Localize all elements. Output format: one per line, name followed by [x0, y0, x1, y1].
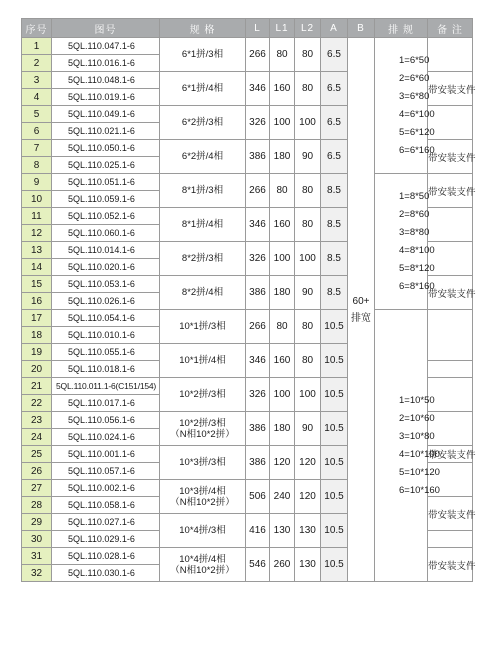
drawing-number: 5QL.110.059.1-6	[52, 191, 160, 208]
drawing-number: 5QL.110.047.1-6	[52, 38, 160, 55]
dim-l: 546	[246, 548, 270, 582]
dim-l2: 80	[295, 38, 321, 72]
spec-cell	[160, 412, 246, 446]
row-index: 31	[22, 548, 52, 565]
spec-line: 6*2拼/3相	[181, 117, 224, 128]
spec-cell	[160, 514, 246, 548]
dim-l: 386	[246, 412, 270, 446]
dim-l2: 100	[295, 378, 321, 412]
dim-l: 266	[246, 174, 270, 208]
drawing-number: 5QL.110.014.1-6	[52, 242, 160, 259]
drawing-number: 5QL.110.060.1-6	[52, 225, 160, 242]
row-index: 15	[22, 276, 52, 293]
row-index: 3	[22, 72, 52, 89]
row-index: 21	[22, 378, 52, 395]
drawing-number: 5QL.110.001.1-6	[52, 446, 160, 463]
arrangement-line: 6=8*160	[399, 280, 435, 292]
dim-l: 506	[246, 480, 270, 514]
row-index: 12	[22, 225, 52, 242]
dim-l1: 100	[270, 242, 295, 276]
spec-line: 10*3拼/4相	[179, 485, 226, 497]
row-index: 4	[22, 89, 52, 106]
dim-l1: 260	[270, 548, 295, 582]
dim-l1: 100	[270, 106, 295, 140]
spec-line: 10*4拼/4相	[179, 553, 226, 565]
dim-l2: 100	[295, 106, 321, 140]
dim-a: 10.5	[321, 310, 348, 344]
arrangement-line: 2=6*60	[399, 72, 430, 84]
row-index: 28	[22, 497, 52, 514]
dim-a: 6.5	[321, 106, 348, 140]
drawing-number: 5QL.110.018.1-6	[52, 361, 160, 378]
dim-l1: 120	[270, 446, 295, 480]
dim-l1: 80	[270, 310, 295, 344]
dim-l: 346	[246, 208, 270, 242]
drawing-number: 5QL.110.020.1-6	[52, 259, 160, 276]
table-row	[22, 310, 473, 327]
dim-a: 10.5	[321, 412, 348, 446]
dim-l: 346	[246, 72, 270, 106]
arrangement-line: 3=6*80	[399, 90, 430, 102]
note-cell: 带安装支件	[428, 548, 473, 582]
row-index: 30	[22, 531, 52, 548]
dim-l1: 160	[270, 344, 295, 378]
drawing-number: 5QL.110.049.1-6	[52, 106, 160, 123]
dim-l1: 100	[270, 378, 295, 412]
spec-line: 10*1拼/4相	[179, 355, 226, 366]
spec-line: 10*2拼/3相	[179, 389, 226, 400]
dim-l1: 160	[270, 208, 295, 242]
dim-b	[348, 38, 375, 582]
dim-l1: 80	[270, 174, 295, 208]
arrangement-line: 1=10*50	[399, 394, 435, 406]
drawing-number: 5QL.110.054.1-6	[52, 310, 160, 327]
row-index: 25	[22, 446, 52, 463]
drawing-number: 5QL.110.029.1-6	[52, 531, 160, 548]
busbar-spec-table	[21, 18, 476, 582]
row-index: 27	[22, 480, 52, 497]
arrangement-cell	[375, 174, 435, 310]
drawing-number: 5QL.110.030.1-6	[52, 565, 160, 582]
spec-line: 8*2拼/3相	[181, 253, 224, 264]
spec-cell	[160, 174, 246, 208]
drawing-number: 5QL.110.055.1-6	[52, 344, 160, 361]
header-row	[22, 19, 473, 38]
row-index: 22	[22, 395, 52, 412]
spec-line: 8*1拼/3相	[181, 185, 224, 196]
spec-cell	[160, 242, 246, 276]
spec-cell	[160, 72, 246, 106]
dim-l1: 130	[270, 514, 295, 548]
spec-line: 6*2拼/4相	[181, 151, 224, 162]
spec-line: （N相10*2拼）	[170, 496, 235, 508]
spec-line: （N相10*2拼）	[170, 428, 235, 440]
arrangement-cell	[375, 38, 435, 174]
dim-l2: 130	[295, 548, 321, 582]
note-cell: 带安装支件	[428, 276, 473, 310]
col-header-l: L	[246, 19, 270, 38]
dim-l: 386	[246, 446, 270, 480]
arrangement-line: 5=10*120	[399, 466, 440, 478]
note-cell	[428, 38, 473, 72]
arrangement-line: 1=6*50	[399, 54, 430, 66]
note-cell: 带安装支件	[428, 72, 473, 106]
note-cell: 带安装支件	[428, 140, 473, 174]
dim-l: 326	[246, 106, 270, 140]
spec-cell	[160, 106, 246, 140]
row-index: 9	[22, 174, 52, 191]
row-index: 13	[22, 242, 52, 259]
spec-line: 10*2拼/3相	[179, 417, 226, 429]
drawing-number: 5QL.110.056.1-6	[52, 412, 160, 429]
drawing-number: 5QL.110.053.1-6	[52, 276, 160, 293]
dim-l: 266	[246, 38, 270, 72]
spec-line: （N相10*2拼）	[170, 564, 235, 576]
spec-line: 6*1拼/3相	[181, 49, 224, 60]
drawing-number: 5QL.110.051.1-6	[52, 174, 160, 191]
row-index: 7	[22, 140, 52, 157]
spec-line: 10*1拼/3相	[179, 321, 226, 332]
spec-line: 10*3拼/3相	[179, 457, 226, 468]
dim-a: 10.5	[321, 548, 348, 582]
arrangement-line: 2=10*60	[399, 412, 435, 424]
dim-l1: 180	[270, 140, 295, 174]
spec-cell	[160, 310, 246, 344]
drawing-number: 5QL.110.057.1-6	[52, 463, 160, 480]
dim-l2: 90	[295, 276, 321, 310]
spec-table-sheet	[21, 18, 476, 582]
dim-l2: 120	[295, 446, 321, 480]
drawing-number: 5QL.110.011.1-6(C151/154)	[52, 378, 160, 395]
row-index: 24	[22, 429, 52, 446]
arrangement-line: 4=6*100	[399, 108, 435, 120]
spec-cell	[160, 548, 246, 582]
row-index: 10	[22, 191, 52, 208]
table-body	[22, 38, 476, 582]
drawing-number: 5QL.110.025.1-6	[52, 157, 160, 174]
dim-a: 8.5	[321, 276, 348, 310]
note-cell: 带安装支件	[428, 497, 473, 531]
arrangement-line: 3=10*80	[399, 430, 435, 442]
col-header-a: A	[321, 19, 348, 38]
note-cell	[428, 531, 473, 548]
arrangement-line: 5=6*120	[399, 126, 435, 138]
arrangement-line: 1=8*50	[399, 190, 430, 202]
row-index: 26	[22, 463, 52, 480]
dim-l: 386	[246, 276, 270, 310]
dim-a: 8.5	[321, 174, 348, 208]
spec-line: 10*4拼/3相	[179, 525, 226, 536]
spec-cell	[160, 208, 246, 242]
drawing-number: 5QL.110.016.1-6	[52, 55, 160, 72]
spec-line: 8*1拼/4相	[181, 219, 224, 230]
row-index: 6	[22, 123, 52, 140]
drawing-number: 5QL.110.027.1-6	[52, 514, 160, 531]
dim-l: 346	[246, 344, 270, 378]
row-index: 23	[22, 412, 52, 429]
row-index: 18	[22, 327, 52, 344]
dim-l2: 120	[295, 480, 321, 514]
row-index: 2	[22, 55, 52, 72]
row-index: 17	[22, 310, 52, 327]
dim-l: 386	[246, 140, 270, 174]
row-index: 29	[22, 514, 52, 531]
dim-a: 8.5	[321, 242, 348, 276]
b-value-line: 60+	[352, 295, 370, 307]
dim-l2: 80	[295, 208, 321, 242]
drawing-number: 5QL.110.048.1-6	[52, 72, 160, 89]
note-cell	[428, 361, 473, 378]
dim-l2: 80	[295, 344, 321, 378]
drawing-number: 5QL.110.028.1-6	[52, 548, 160, 565]
row-index: 19	[22, 344, 52, 361]
drawing-number: 5QL.110.052.1-6	[52, 208, 160, 225]
row-index: 11	[22, 208, 52, 225]
dim-l: 416	[246, 514, 270, 548]
dim-l: 266	[246, 310, 270, 344]
table-row	[22, 38, 473, 55]
row-index: 20	[22, 361, 52, 378]
drawing-number: 5QL.110.058.1-6	[52, 497, 160, 514]
drawing-number: 5QL.110.002.1-6	[52, 480, 160, 497]
row-index: 14	[22, 259, 52, 276]
b-value-line: 排宽	[351, 312, 371, 324]
note-cell	[428, 208, 473, 242]
spec-cell	[160, 480, 246, 514]
col-header-l2: L2	[295, 19, 321, 38]
col-header-spec: 规 格	[160, 19, 246, 38]
dim-a: 10.5	[321, 514, 348, 548]
arrangement-line: 4=8*100	[399, 244, 435, 256]
arrangement-line: 6=6*160	[399, 144, 435, 156]
col-header-arrangement: 排 规	[375, 19, 428, 38]
note-cell: 带安装支件	[428, 174, 473, 208]
spec-cell	[160, 378, 246, 412]
drawing-number: 5QL.110.017.1-6	[52, 395, 160, 412]
dim-l1: 160	[270, 72, 295, 106]
note-cell	[428, 310, 473, 361]
arrangement-line: 3=8*80	[399, 226, 430, 238]
table-row	[22, 174, 473, 191]
dim-a: 6.5	[321, 38, 348, 72]
spec-cell	[160, 344, 246, 378]
dim-a: 8.5	[321, 208, 348, 242]
arrangement-cell	[375, 310, 440, 582]
dim-a: 10.5	[321, 480, 348, 514]
dim-l1: 80	[270, 38, 295, 72]
row-index: 1	[22, 38, 52, 55]
dim-a: 10.5	[321, 344, 348, 378]
spec-cell	[160, 446, 246, 480]
drawing-number: 5QL.110.019.1-6	[52, 89, 160, 106]
spec-cell	[160, 38, 246, 72]
dim-l2: 90	[295, 140, 321, 174]
dim-l1: 180	[270, 412, 295, 446]
dim-a: 6.5	[321, 72, 348, 106]
row-index: 32	[22, 565, 52, 582]
dim-l1: 180	[270, 276, 295, 310]
row-index: 8	[22, 157, 52, 174]
col-header-index: 序号	[22, 19, 52, 38]
spec-line: 6*1拼/4相	[181, 83, 224, 94]
arrangement-line: 5=8*120	[399, 262, 435, 274]
dim-l2: 100	[295, 242, 321, 276]
dim-a: 10.5	[321, 378, 348, 412]
dim-l1: 240	[270, 480, 295, 514]
arrangement-line: 6=10*160	[399, 484, 440, 496]
dim-l2: 90	[295, 412, 321, 446]
row-index: 16	[22, 293, 52, 310]
drawing-number: 5QL.110.050.1-6	[52, 140, 160, 157]
row-index: 5	[22, 106, 52, 123]
drawing-number: 5QL.110.021.1-6	[52, 123, 160, 140]
dim-a: 6.5	[321, 140, 348, 174]
dim-l2: 80	[295, 174, 321, 208]
arrangement-line: 4=10*100	[399, 448, 440, 460]
dim-l2: 80	[295, 72, 321, 106]
dim-a: 10.5	[321, 446, 348, 480]
drawing-number: 5QL.110.010.1-6	[52, 327, 160, 344]
col-header-drawing-no: 图号	[52, 19, 160, 38]
dim-l2: 80	[295, 310, 321, 344]
dim-l: 326	[246, 242, 270, 276]
spec-line: 8*2拼/4相	[181, 287, 224, 298]
col-header-b: B	[348, 19, 375, 38]
arrangement-line: 2=8*60	[399, 208, 430, 220]
note-cell: 带安装支件	[428, 446, 473, 463]
drawing-number: 5QL.110.026.1-6	[52, 293, 160, 310]
dim-l: 326	[246, 378, 270, 412]
dim-l2: 130	[295, 514, 321, 548]
col-header-note: 备 注	[428, 19, 473, 38]
spec-cell	[160, 276, 246, 310]
spec-cell	[160, 140, 246, 174]
drawing-number: 5QL.110.024.1-6	[52, 429, 160, 446]
col-header-l1: L1	[270, 19, 295, 38]
